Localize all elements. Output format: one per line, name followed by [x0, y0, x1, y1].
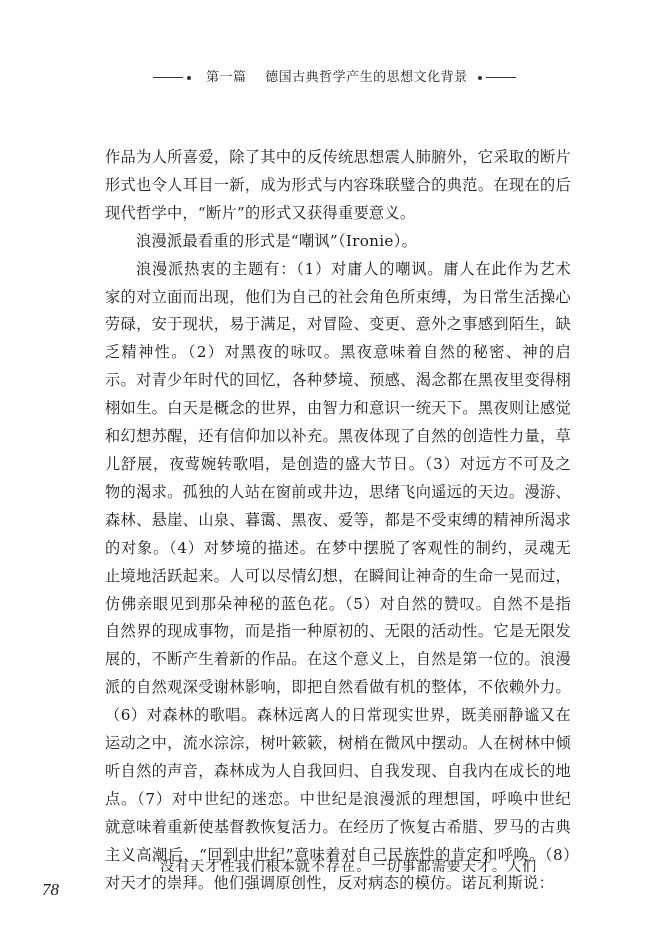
- paragraph-2: 浪漫派最看重的形式是“嘲讽”（Ironie）。: [136, 231, 418, 250]
- header-right-dot: [478, 76, 482, 80]
- header-part-title: 德国古典哲学产生的思想文化背景: [265, 70, 468, 85]
- header-part-label: 第一篇: [205, 70, 247, 85]
- running-header: [0, 66, 669, 85]
- paragraph-3: 浪漫派热衷的主题有：（1）对庸人的嘲讽。庸人在此作为艺术家的对立面而出现，他们为自己的社会角色所束缚，为日常生活操心劳碌，安于现状，易于满足，对冒险、变更、意外之事感到陌生，缺乏精神性。（2）对黑夜的咏叹。黑夜意味着自然的秘密、神的启示。对青少年时代的回忆，各种梦境、预感、渴念都在黑夜里变得栩栩如生。白天是概念的世界，由智力和意识一统天下。黑夜则让感觉和幻想苏醒，还有信仰加以补充。黑夜体现了自然的创造性力量，草儿舒展，夜莺婉转歌唱，是创造的盛大节日。（3）对远方不可及之物的渴求。孤独的人站在窗前或井边，思绪飞向遥远的天边。漫游、森林、悬崖、山泉、暮霭、黑夜、爱等，都是不受束缚的精神所渴求的对象。（4）对梦境的描述。在梦中摆脱了客观性的制约，灵魂无止境地活跃起来。人可以尽情幻想，在瞬间让神奇的生命一晃而过，仿佛亲眼见到那朵神秘的蓝色花。（5）对自然的赞叹。自然不是指自然界的现成事物，而是指一种原初的、无限的活动性。它是无限发展的，不断产生着新的作品。在这个意义上，自然是第一位的。浪漫派的自然观深受谢林影响，即把自然看做有机的整体，不依赖外力。（6）对森林的歌唱。森林远离人的日常现实世界，既美丽静谧又在运动之中，流水淙淙，树叶簌簌，树梢在微风中摆动。人在树林中倾听自然的声音，森林成为人自我回归、自我发现、自我内在成长的地点。（7）对中世纪的迷恋。中世纪是浪漫派的理想国，呼唤中世纪就意味着重新使基督教恢复活力。在经历了恢复古希腊、罗马的古典主义高潮后，“回到中世纪”意味着对自己民族性的肯定和呼唤。（8）对天才的崇拜。他们强调原创性，反对病态的模仿。诺瓦利斯说：: [105, 259, 571, 892]
- paragraph-1: 作品为人所喜爱，除了其中的反传统思想震人肺腑外，它采取的断片形式也令人耳目一新，成为形式与内容珠联璧合的典范。在现在的后现代哲学中，“断片”的形式又获得重要意义。: [105, 148, 571, 222]
- header-left-rule: [153, 77, 183, 78]
- header-right-rule: [486, 77, 516, 78]
- body-text: [105, 144, 571, 897]
- header-left-dot: [187, 76, 191, 80]
- block-quote: 没有天才性我们根本就不存在。一切事都需要天才。人们: [160, 859, 538, 875]
- page-number: 78: [42, 880, 59, 899]
